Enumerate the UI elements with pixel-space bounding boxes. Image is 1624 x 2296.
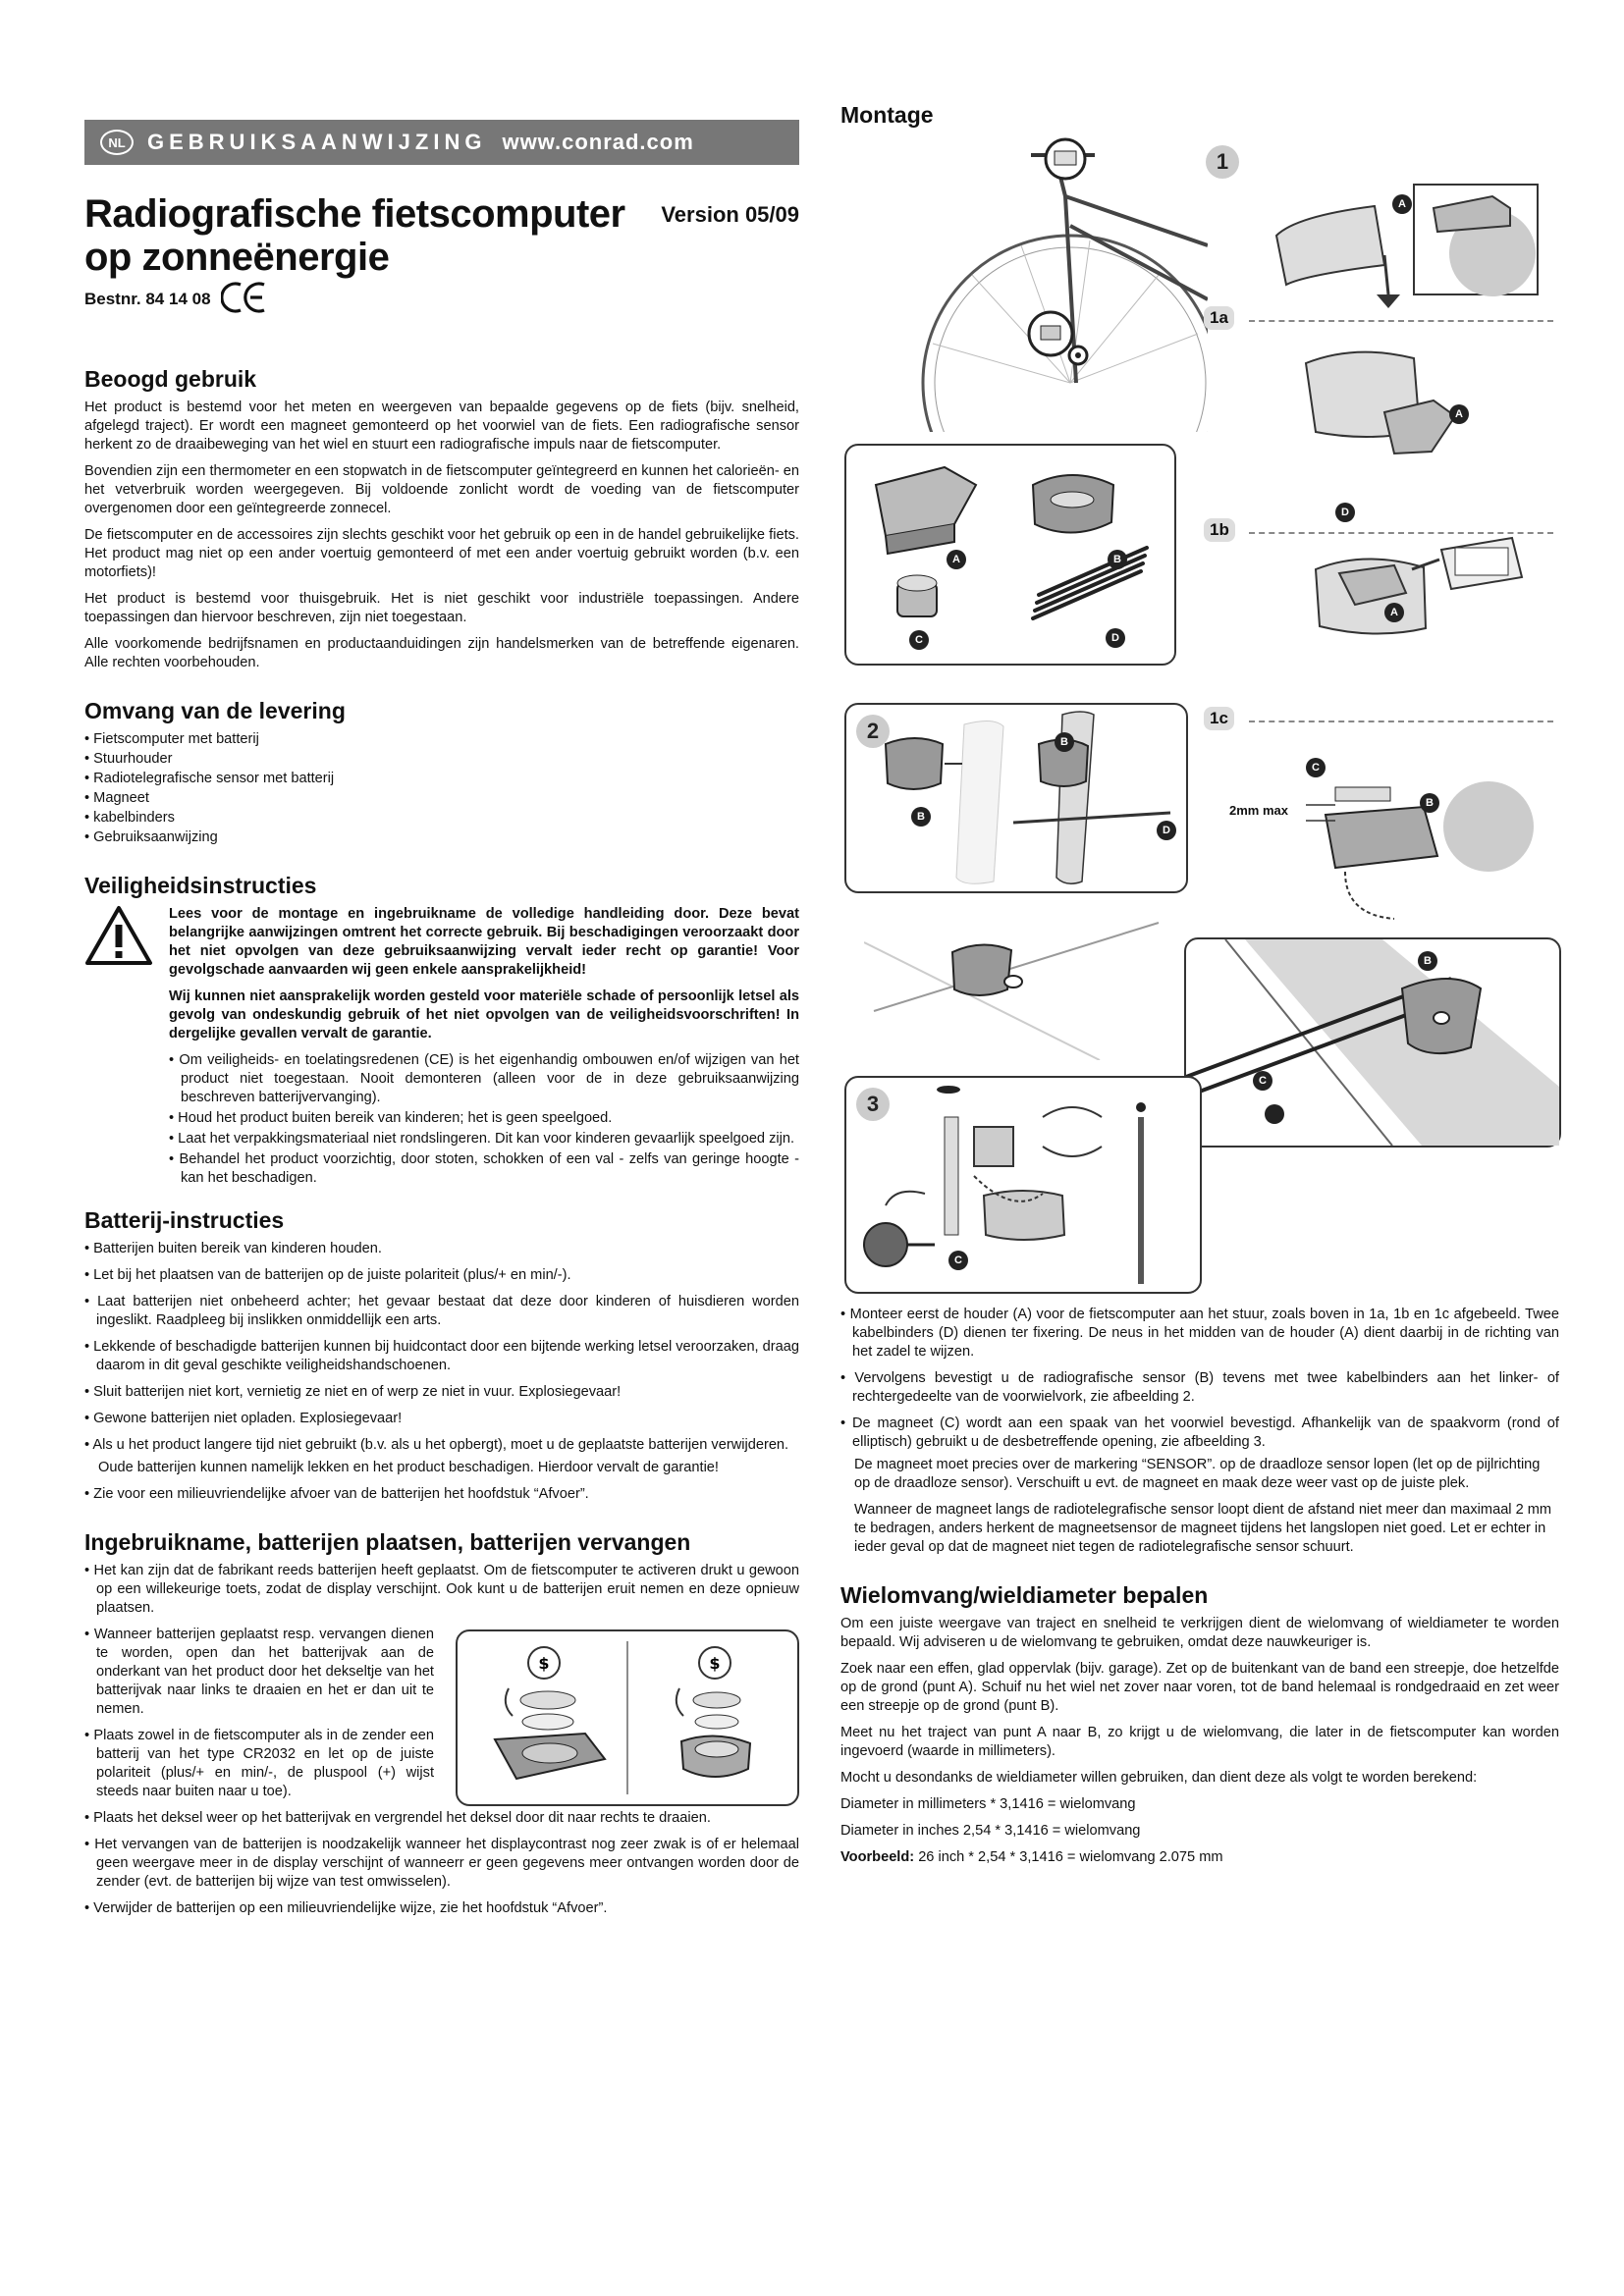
- intended-use-p5: Alle voorkomende bedrijfsnamen en productaanduidingen zijn handelsmerken van de betreffende eigenaren. Alle rechten voorbehouden.: [84, 636, 799, 670]
- safety-block: [84, 905, 799, 1190]
- list-item: • Laat het verpakkingsmateriaal niet rondslingeren. Dit kan voor kinderen gevaarlijk speelgoed zijn.: [169, 1130, 799, 1148]
- bicycle-illustration: [884, 137, 1208, 432]
- substep-1a: 1a: [1204, 306, 1234, 330]
- step-number: 2: [856, 715, 890, 748]
- label-c-icon: C: [1253, 1071, 1272, 1091]
- header-bar: [84, 120, 799, 165]
- svg-text:$: $: [538, 1654, 550, 1673]
- step-number: 3: [856, 1088, 890, 1121]
- section-heading-montage: Montage: [840, 102, 934, 128]
- list-item: • Plaats zowel in de fietscomputer als in de zender een batterij van het type CR2032 en let op de juiste polariteit (plus/+ en min/-, de pluspool (+) wijst steeds naar buiten naar u toe).: [84, 1727, 434, 1801]
- intended-use-p4: Het product is bestemd voor thuisgebruik. Het is niet geschikt voor industriële toepassingen. Andere toepassingen dan hiervoor beschreven, zijn niet toegestaan.: [84, 591, 799, 625]
- header-title: GEBRUIKSAANWIJZING: [147, 130, 487, 154]
- safety-warning-1: Lees voor de montage en ingebruikname de volledige handleiding door. Deze bevat belangrijke aanwijzingen omtrent het correcte gebruik. Bij beschadigingen veroorzaakt door het niet opvolgen van deze gebruiksaanwijzing vervalt ieder recht op garantie! Voor gevolgschade aanvaarden wij geen enkele aansprakelijkheid!: [169, 906, 799, 978]
- title-row: [84, 192, 799, 279]
- list-item: • Houd het product buiten bereik van kinderen; het is geen speelgoed.: [169, 1109, 799, 1128]
- label-a-icon: A: [1384, 603, 1404, 622]
- label-d-icon: D: [1157, 821, 1176, 840]
- warning-triangle-icon: [84, 905, 155, 1190]
- order-number: Bestnr. 84 14 08: [84, 289, 211, 308]
- battery-list: [84, 1240, 799, 1455]
- list-item: • Als u het product langere tijd niet gebruikt (b.v. als u het opbergt), moet u de geplaatste batterijen verwijderen.: [84, 1436, 799, 1455]
- right-column-text: [840, 1306, 1559, 1875]
- list-item: • Fietscomputer met batterij: [84, 730, 799, 749]
- right-column-figures: [840, 102, 1559, 129]
- label-c-icon: C: [1306, 758, 1326, 777]
- divider: [1249, 532, 1553, 534]
- label-d-icon: D: [1106, 628, 1125, 648]
- list-item: • Wanneer batterijen geplaatst resp. vervangen dienen te worden, open dan het batterijvak aan de onderkant van het product door het dekseltje van het batterijvak naar links te draaien en het er dan uit te nemen.: [84, 1626, 434, 1719]
- svg-text:$: $: [709, 1654, 721, 1673]
- example-line: Voorbeeld: 26 inch * 2,54 * 3,1416 = wielomvang 2.075 mm: [840, 1849, 1223, 1865]
- sensor-on-fork-illustration: [864, 903, 1188, 1060]
- section-heading-intended-use: Beoogd gebruik: [84, 366, 257, 392]
- list-item: • Laat batterijen niet onbeheerd achter; het gevaar bestaat dat deze door kinderen of huisdieren worden ingeslikt. Raadpleeg bij inslikken onmiddellijk een arts.: [84, 1293, 799, 1330]
- intended-use-p1: Het product is bestemd voor het meten en weergeven van bepaalde gegevens op de fiets (bijv. snelheid, afgelegd traject). Er wordt een magneet gemonteerd op het voorwiel van de fiets. Een radiografische sensor herkent zo de draaibeweging van het wiel en stuurt een radiografische impuls naar de fietscomputer.: [84, 400, 799, 453]
- list-item: • Stuurhouder: [84, 750, 799, 769]
- list-item: • Let bij het plaatsen van de batterijen op de juiste polariteit (plus/+ en min/-).: [84, 1266, 799, 1285]
- list-item: • kabelbinders: [84, 809, 799, 828]
- list-item: • Radiotelegrafische sensor met batterij: [84, 770, 799, 788]
- battery-list-last: [84, 1485, 799, 1504]
- montage-list: [840, 1306, 1559, 1452]
- montage-sub-2: Wanneer de magneet langs de radiotelegrafische sensor loopt dient de afstand niet meer dan maximaal 2 mm te bedragen, anders herkent de magneetsensor de magneet tijdens het langslopen niet goed. Let er echter in ieder geval op dat de magneet niet tegen de radiotelegrafische sensor schuurt.: [854, 1502, 1552, 1555]
- label-b-icon: B: [1108, 550, 1127, 569]
- label-a-icon: A: [1449, 404, 1469, 424]
- list-item: • Vervolgens bevestigt u de radiografische sensor (B) tevens met twee kabelbinders aan het linker- of rechtergedeelte van de voorwielvork, zie afbeelding 2.: [840, 1369, 1559, 1407]
- list-item: • Gebruiksaanwijzing: [84, 828, 799, 847]
- wheel-p1: Om een juiste weergave van traject en snelheid te verkrijgen dient de wielomvang of wieldiameter te worden bepaald. Wij adviseren u de wielomvang te gebruiken, omdat deze nauwkeuriger is.: [840, 1616, 1559, 1650]
- startup-list-2: [84, 1626, 434, 1801]
- label-b-icon: B: [1055, 732, 1074, 752]
- list-item: • Magneet: [84, 789, 799, 808]
- label-b-icon: B: [1418, 951, 1437, 971]
- section-heading-delivery: Omvang van de levering: [84, 698, 346, 723]
- label-b-icon: B: [911, 807, 931, 827]
- list-item: • Sluit batterijen niet kort, vernietig ze niet en of werp ze niet in vuur. Explosiegevaar!: [84, 1383, 799, 1402]
- list-item: • Lekkende of beschadigde batterijen kunnen bij huidcontact door een bijtende werking letsel veroorzaken, draag daarom in dit geval geschikte veiligheidshandschoenen.: [84, 1338, 799, 1375]
- safety-list: [169, 1051, 799, 1188]
- formula-mm: Diameter in millimeters * 3,1416 = wielomvang: [840, 1796, 1136, 1812]
- order-number-row: [84, 281, 799, 317]
- wheel-p3: Meet nu het traject van punt A naar B, zo krijgt u de wielomvang, die later in de fietscomputer kan worden ingevoerd (waarde in millimeters).: [840, 1725, 1559, 1759]
- step-number: 1: [1206, 145, 1239, 179]
- label-b-icon: B: [1420, 793, 1439, 813]
- header-url: www.conrad.com: [502, 130, 694, 154]
- step-2-figure: [844, 703, 1188, 893]
- battery-sub-note: Oude batterijen kunnen namelijk lekken en het product beschadigen. Hierdoor vervalt de garantie!: [98, 1460, 719, 1475]
- section-heading-startup: Ingebruikname, batterijen plaatsen, batterijen vervangen: [84, 1529, 691, 1555]
- language-badge: NL: [100, 130, 134, 155]
- list-item: • Om veiligheids- en toelatingsredenen (CE) is het eigenhandig ombouwen en/of wijzigen van het product niet toegestaan. Nooit demonteren (alleen voor de in deze gebruiksaanwijzing beschreven batterijvervanging).: [169, 1051, 799, 1107]
- parts-overview-figure: [844, 444, 1176, 666]
- substep-1c: 1c: [1204, 707, 1234, 730]
- ce-mark-logo: [221, 281, 268, 317]
- list-item: • Behandel het product voorzichtig, door stoten, schokken of een val - zelfs van geringe hoogte - kan het beschadigen.: [169, 1150, 799, 1188]
- safety-warning-2: Wij kunnen niet aansprakelijk worden gesteld voor materiële schade of persoonlijk letsel als gevolg van ondeskundig gebruik of het niet opvolgen van de veiligheidsvoorschriften! In dergelijke gevallen vervalt de garantie.: [169, 988, 799, 1041]
- divider: [1249, 320, 1553, 322]
- version-label: Version 05/09: [661, 202, 799, 227]
- battery-figure-wrap: [84, 1626, 799, 1801]
- list-item: • Monteer eerst de houder (A) voor de fietscomputer aan het stuur, zoals boven in 1a, 1b en 1c afgebeeld. Twee kabelbinders (D) dienen ter fixering. De neus in het midden van de houder (A) dient daarbij in de richting van het zadel te wijzen.: [840, 1306, 1559, 1362]
- startup-list-3: [84, 1809, 799, 1918]
- substep-1b: 1b: [1204, 518, 1235, 542]
- label-c-icon: C: [909, 630, 929, 650]
- list-item: • Verwijder de batterijen op een milieuvriendelijke wijze, zie het hoofdstuk “Afvoer”.: [84, 1899, 799, 1918]
- step-3-figure: [844, 1076, 1202, 1294]
- list-item: • Het kan zijn dat de fabrikant reeds batterijen heeft geplaatst. Om de fietscomputer te activeren drukt u gewoon op een willekeurige toets, zodat de display verschijnt. Ook kunt u de batterijen eruit nemen en deze opnieuw plaatsen.: [84, 1562, 799, 1618]
- label-a-icon: A: [947, 550, 966, 569]
- intended-use-p2: Bovendien zijn een thermometer en een stopwatch in de fietscomputer geïntegreerd en kunnen het calorieën- en het vetverbruik worden weergegeven. Bij voldoende zonlicht wordt de voeding van de fietscomputer overgenomen door een geïntegreerde zonnecel.: [84, 463, 799, 516]
- list-item: • Gewone batterijen niet opladen. Explosiegevaar!: [84, 1410, 799, 1428]
- list-item: • Batterijen buiten bereik van kinderen houden.: [84, 1240, 799, 1258]
- step-1c-figure: [1198, 699, 1563, 925]
- wheel-p4: Mocht u desondanks de wieldiameter willen gebruiken, dan dient deze als volgt te worden berekend:: [840, 1770, 1478, 1786]
- battery-replacement-figure: [456, 1629, 799, 1806]
- formula-inch: Diameter in inches 2,54 * 3,1416 = wielomvang: [840, 1823, 1141, 1839]
- step-1-figure: [1198, 137, 1563, 687]
- section-heading-battery: Batterij-instructies: [84, 1207, 285, 1233]
- wheel-p2: Zoek naar een effen, glad oppervlak (bijv. garage). Zet op de buitenkant van de band een streepje, doe hetzelfde op de grond (punt A). Schuif nu het wiel net zover naar voren, tot de band helemaal is rondgedraaid en zet weer een streepje op de grond (punt B).: [840, 1661, 1559, 1714]
- list-item: • Zie voor een milieuvriendelijke afvoer van de batterijen het hoofdstuk “Afvoer”.: [84, 1485, 799, 1504]
- document-title: Radiografische fietscomputer op zonneënergie: [84, 192, 625, 279]
- label-d-icon: D: [1335, 503, 1355, 522]
- startup-list-1: [84, 1562, 799, 1618]
- label-a-icon: A: [1392, 194, 1412, 214]
- left-column: [84, 120, 799, 1926]
- list-item: • De magneet (C) wordt aan een spaak van het voorwiel bevestigd. Afhankelijk van de spaakvorm (rond of elliptisch) gebruikt u de desbetreffende opening, zie afbeelding 3.: [840, 1415, 1559, 1452]
- list-item: • Plaats het deksel weer op het batterijvak en vergrendel het deksel door dit naar rechts te draaien.: [84, 1809, 799, 1828]
- intended-use-p3: De fietscomputer en de accessoires zijn slechts geschikt voor het gebruik op een in de handel gebruikelijke fiets. Het product mag niet op een ander voertuig gemonteerd of met een ander voertuig gebruikt worden (b.v. een motorfiets)!: [84, 527, 799, 580]
- coin-icon: [528, 1647, 731, 1679]
- magnet-closeup-figure: [1184, 937, 1561, 1148]
- list-item: • Het vervangen van de batterijen is noodzakelijk wanneer het displaycontrast nog zeer zwak is of er helemaal geen weergave meer in de display verschijnt of wanneerr er geen gegevens meer ontvangen worden door de zender (evt. de batterijen bij wijze van test omwisselen).: [84, 1836, 799, 1892]
- montage-sub-1: De magneet moet precies over de markering “SENSOR”. op de draadloze sensor lopen (let op de pijlrichting op de draadloze sensor). Verschuift u evt. de magneet en maak deze weer vast op de juiste plek.: [854, 1457, 1541, 1491]
- section-heading-wheel: Wielomvang/wieldiameter bepalen: [840, 1582, 1209, 1608]
- label-c-icon: C: [948, 1251, 968, 1270]
- max-distance-label: 2mm max: [1229, 803, 1288, 818]
- section-heading-safety: Veiligheidsinstructies: [84, 873, 317, 898]
- delivery-list: [84, 730, 799, 847]
